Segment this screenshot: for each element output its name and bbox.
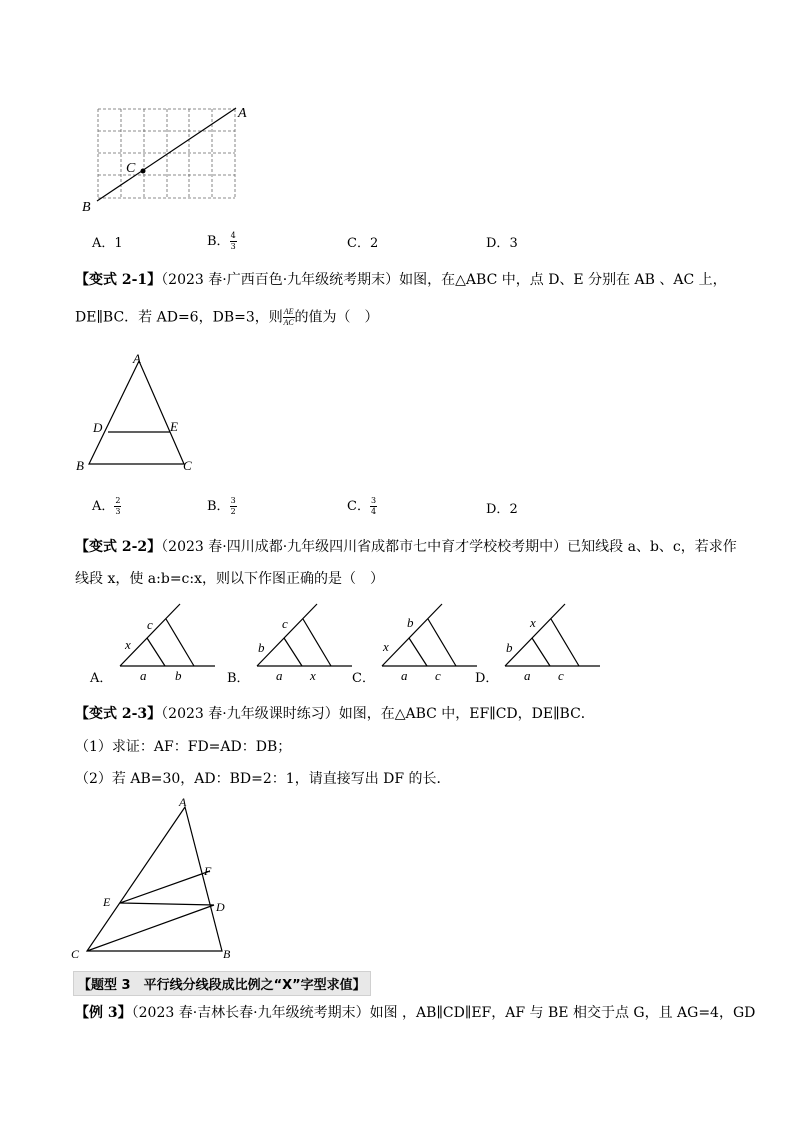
label-b: B [76,458,84,473]
triangle-abc [87,807,222,951]
label-c: C [71,947,80,961]
label-b: B [82,200,91,215]
option-d-2-1: D．2 [486,502,518,517]
question-2-1-line2: DE∥BC．若 AD=6，DB=3，则 $\frac{AE}{AC}$ 的值为（ ） [75,307,379,327]
construction-d [500,600,610,690]
svg-text:b: b [506,640,513,655]
svg-text:x: x [383,639,389,654]
label-e: E [103,895,111,909]
svg-text:a: a [276,668,283,683]
question-2-1-line1: 【变式 2-1】（2023 春·广西百色·九年级统考期末）如图，在△ABC 中，点 D、E 分别在 AB 、AC 上， [75,272,727,288]
construction-a [115,600,225,690]
construction-options [90,600,610,690]
svg-text:b: b [407,615,414,630]
label-f: F [204,864,212,878]
label-d: D [216,900,225,914]
segment-ba [97,108,236,201]
label-a: A [238,106,247,121]
option-a: A．1 [92,236,123,251]
svg-text:c: c [435,668,441,683]
svg-text:b: b [258,640,265,655]
svg-text:x: x [125,637,131,652]
point-c [141,169,146,174]
option-b-2-2: B． [227,671,250,686]
label-c: C [126,161,136,176]
label-e: E [170,419,178,434]
option-c-2-1: C． $\frac{3}{4}$ [347,496,377,516]
option-a-2-2: A． [90,671,113,686]
segment-cd [87,905,214,951]
option-c: C．2 [347,236,379,251]
label-c: C [183,458,192,473]
segment-ef [120,871,210,903]
section-heading-type3: 【题型 3 平行线分线段成比例之“X”字型求值】 [73,971,371,996]
question-2-3-line1: 【变式 2-3】（2023 春·九年级课时练习）如图，在△ABC 中，EF∥CD，DE∥BC． [75,706,595,722]
svg-text:c: c [558,668,564,683]
grid-figure [70,95,260,220]
svg-text:a: a [524,668,531,683]
option-a-2-1: A． $\frac{2}{3}$ [92,496,121,516]
option-c-2-2: C． [352,671,375,686]
option-d-2-2: D． [475,671,499,686]
svg-text:a: a [401,668,408,683]
segment-ed [120,903,214,905]
triangle-figure-2-3 [65,793,245,968]
svg-text:c: c [282,616,288,631]
option-b-2-1: B． $\frac{3}{2}$ [207,496,236,516]
svg-text:c: c [147,617,153,632]
triangle-figure-2-1 [70,345,205,475]
option-b: B． $\frac{4}{3}$ [207,231,236,251]
triangle-abc [89,361,184,464]
label-a: A [133,351,141,366]
label-d: D [93,420,103,435]
label-b: B [223,947,231,961]
construction-b [252,600,362,690]
question-2-3-part2: （2）若 AB=30，AD：BD=2：1，请直接写出 DF 的长． [75,771,451,787]
example-3-line1: 【例 3】（2023 春·吉林长春·九年级统考期末）如图 ，AB∥CD∥EF，AF 与 BE 相交于点 G，且 AG=4，GD [75,1005,756,1021]
svg-text:b: b [175,668,182,683]
option-d: D．3 [486,236,518,251]
svg-text:x: x [310,668,316,683]
question-2-3-part1: （1）求证：AF：FD=AD：DB； [75,739,292,755]
question-2-2-line2: 线段 x，使 a:b=c:x，则以下作图正确的是（ ） [75,571,385,587]
svg-text:a: a [140,668,147,683]
svg-text:x: x [530,615,536,630]
question-2-2-line1: 【变式 2-2】（2023 春·四川成都·九年级四川省成都市七中育才学校校考期中）已知线段 a、b、c，若求作 [75,539,737,555]
construction-c [377,600,487,690]
label-a: A [179,795,187,809]
